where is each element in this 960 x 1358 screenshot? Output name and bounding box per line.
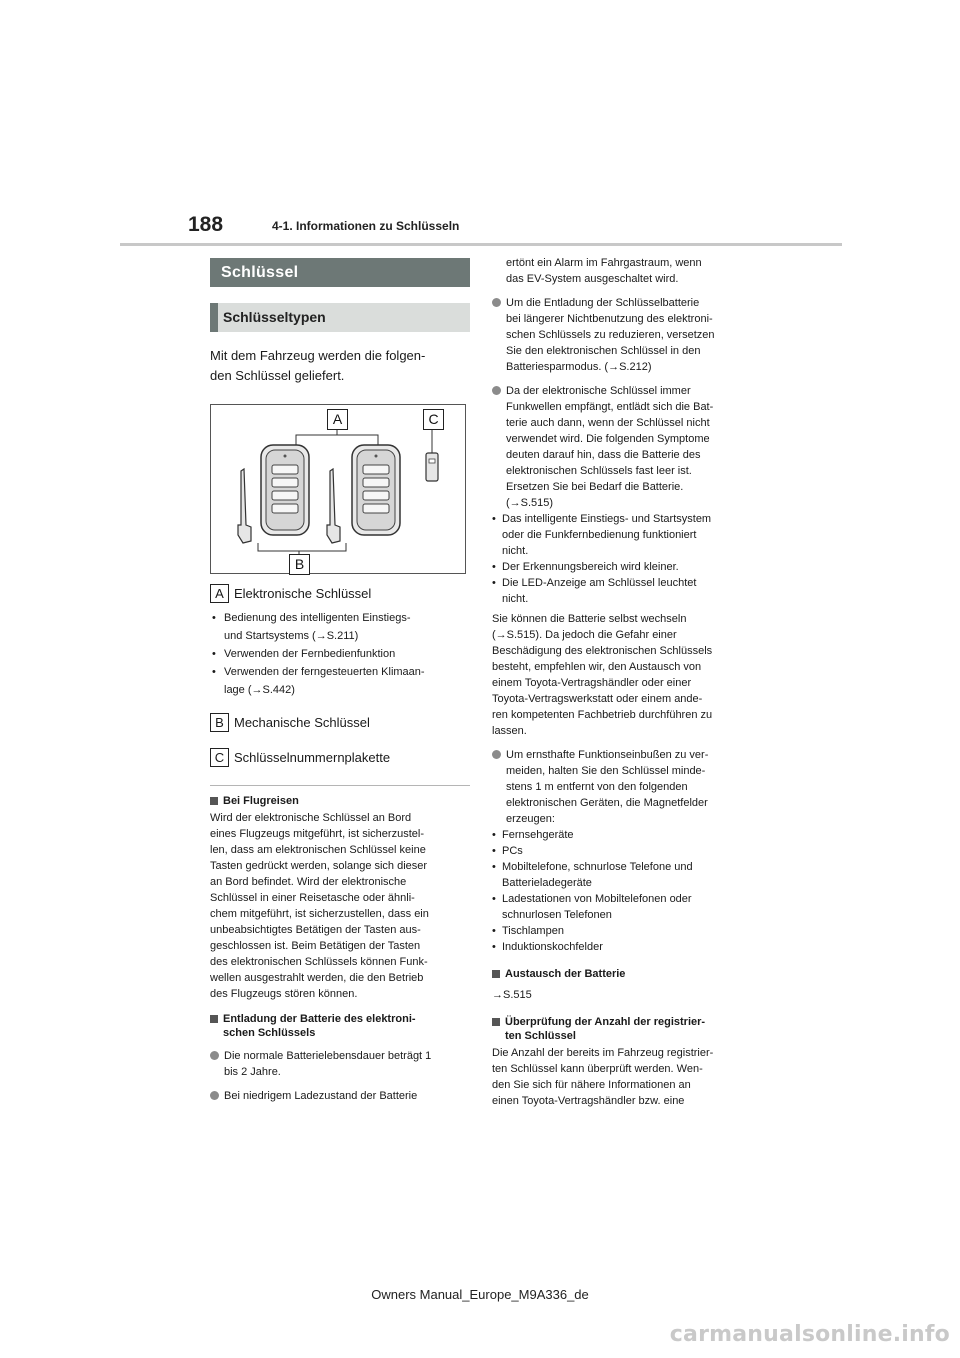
keys-drawing: [211, 405, 467, 575]
symptom-list: [492, 511, 754, 607]
legend-b: B Mechanische Schlüssel: [210, 713, 470, 732]
check-text: Die Anzahl der bereits im Fahrzeug registrier- ten Schlüssel kann überprüft werden. Wen- den Sie sich für nähere Informationen an einen Toyota-Vertragshändler bzw. eine: [492, 1047, 714, 1107]
chapter-title: 4-1. Informationen zu Schlüsseln: [272, 219, 460, 233]
list-item: • Die LED-Anzeige am Schlüssel leuchtet nicht.: [492, 575, 754, 607]
list-item: • Tischlampen: [492, 923, 754, 939]
list-item: • Das intelligente Einstiegs- und Startsystem oder die Funkfernbedienung funktioniert nicht.: [492, 511, 754, 559]
footer: Owners Manual_Europe_M9A336_de: [371, 1287, 589, 1302]
interference-item: Um ernsthafte Funktionseinbußen zu ver- meiden, halten Sie den Schlüssel minde- stens 1 m entfernt von den folgenden elektronischen Geräten, die Magnetfelder erzeugen:: [492, 747, 754, 827]
figure-label-a: A: [327, 409, 348, 430]
device-list: [492, 827, 754, 955]
list-item: • Ladestationen von Mobiltelefonen oder schnurlosen Telefonen: [492, 891, 754, 923]
battery-save-item: Um die Entladung der Schlüsselbatterie bei längerer Nichtbenutzung des elektroni- schen Schlüssels zu reduzieren, versetzen Sie den elektronischen Schlüssel in den Batteriesparmodus. (→S.212): [492, 295, 754, 375]
discharge-item-low: Bei niedrigem Ladezustand der Batterie: [210, 1088, 470, 1104]
list-item: • Der Erkennungsbereich wird kleiner.: [492, 559, 754, 575]
section-title: Schlüssel: [210, 258, 470, 287]
key-number-plate-icon: [426, 453, 438, 481]
key-illustration: [210, 404, 466, 574]
electronic-key-2-icon: [352, 445, 400, 535]
list-item: • Bedienung des intelligenten Einstiegs- und Startsystems (→S.211): [210, 609, 470, 645]
electronic-key-1-icon: [261, 445, 309, 535]
radio-waves-item: Da der elektronische Schlüssel immer Funkwellen empfängt, entlädt sich die Bat- terie auch dann, wenn der Schlüssel nicht verwendet wird. Die folgenden Symptome deuten darauf hin, dass die Batterie des elektronischen Schlüssels fast leer ist. Ersetzen Sie bei Bedarf die Batterie. (→S.515): [492, 383, 754, 511]
page-number: 188: [188, 213, 224, 236]
legend-c: C Schlüsselnummernplakette: [210, 748, 470, 767]
right-column: [492, 255, 754, 1109]
legend-a: A Elektronische Schlüssel: [210, 584, 470, 603]
flight-heading: Bei Flugreisen: [210, 794, 470, 808]
mechanical-key-2-icon: [327, 469, 340, 543]
header-rule: [120, 243, 842, 246]
replace-reference: →S.515: [492, 989, 532, 1001]
low-battery-continued: ertönt ein Alarm im Fahrgastraum, wenn das EV-System ausgeschaltet wird.: [506, 257, 702, 285]
flight-text: Wird der elektronische Schlüssel an Bord eines Flugzeugs mitgeführt, ist sicherzustel- len, dass am elektronischen Schlüssel keine Tasten gedrückt werden, solange sich dieser an Bord befindet. Wird der elektronische Schlüssel in einer Reisetasche oder ähnli- chem mitgeführt, ist sicherzustellen, dass ein unbeabsichtigtes Betätigen der Tasten aus- geschlossen ist. Beim Betätigen der Tasten des elektronischen Schlüssels können Funk- wellen ausgestrahlt werden, die den Betrieb des Flugzeugs stören können.: [210, 812, 429, 1000]
list-item: • Induktionskochfelder: [492, 939, 754, 955]
list-item: • Mobiltelefone, schnurlose Telefone und Batterieladegeräte: [492, 859, 754, 891]
discharge-heading: Entladung der Batterie des elektroni- schen Schlüssels: [210, 1012, 470, 1040]
divider: [210, 785, 470, 786]
subsection-title: Schlüsseltypen: [210, 303, 470, 332]
figure-label-b: B: [289, 554, 310, 575]
electronic-key-functions: [210, 609, 470, 699]
check-heading: Überprüfung der Anzahl der registrier- ten Schlüssel: [492, 1015, 754, 1043]
intro-text: Mit dem Fahrzeug werden die folgen- den Schlüssel geliefert.: [210, 348, 426, 383]
replace-heading: Austausch der Batterie: [492, 967, 754, 981]
list-item: • Fernsehgeräte: [492, 827, 754, 843]
self-replace-text: Sie können die Batterie selbst wechseln (→S.515). Da jedoch die Gefahr einer Beschädigung des elektronischen Schlüssels besteht, empfehlen wir, den Austausch von einem Toyota-Vertragshändler oder einer Toyota-Vertragswerkstatt oder einem ande- ren kompetenten Fachbetrieb durchführen zu lassen.: [492, 613, 713, 737]
watermark: carmanualsonline.info: [669, 1322, 950, 1347]
figure-label-c: C: [423, 409, 444, 430]
mechanical-key-1-icon: [238, 469, 251, 543]
list-item: • PCs: [492, 843, 754, 859]
discharge-item-lifetime: Die normale Batterielebensdauer beträgt 1 bis 2 Jahre.: [210, 1048, 470, 1080]
list-item: • Verwenden der Fernbedienfunktion: [210, 645, 470, 663]
left-column: [210, 258, 470, 1104]
list-item: • Verwenden der ferngesteuerten Klimaan- lage (→S.442): [210, 663, 470, 699]
